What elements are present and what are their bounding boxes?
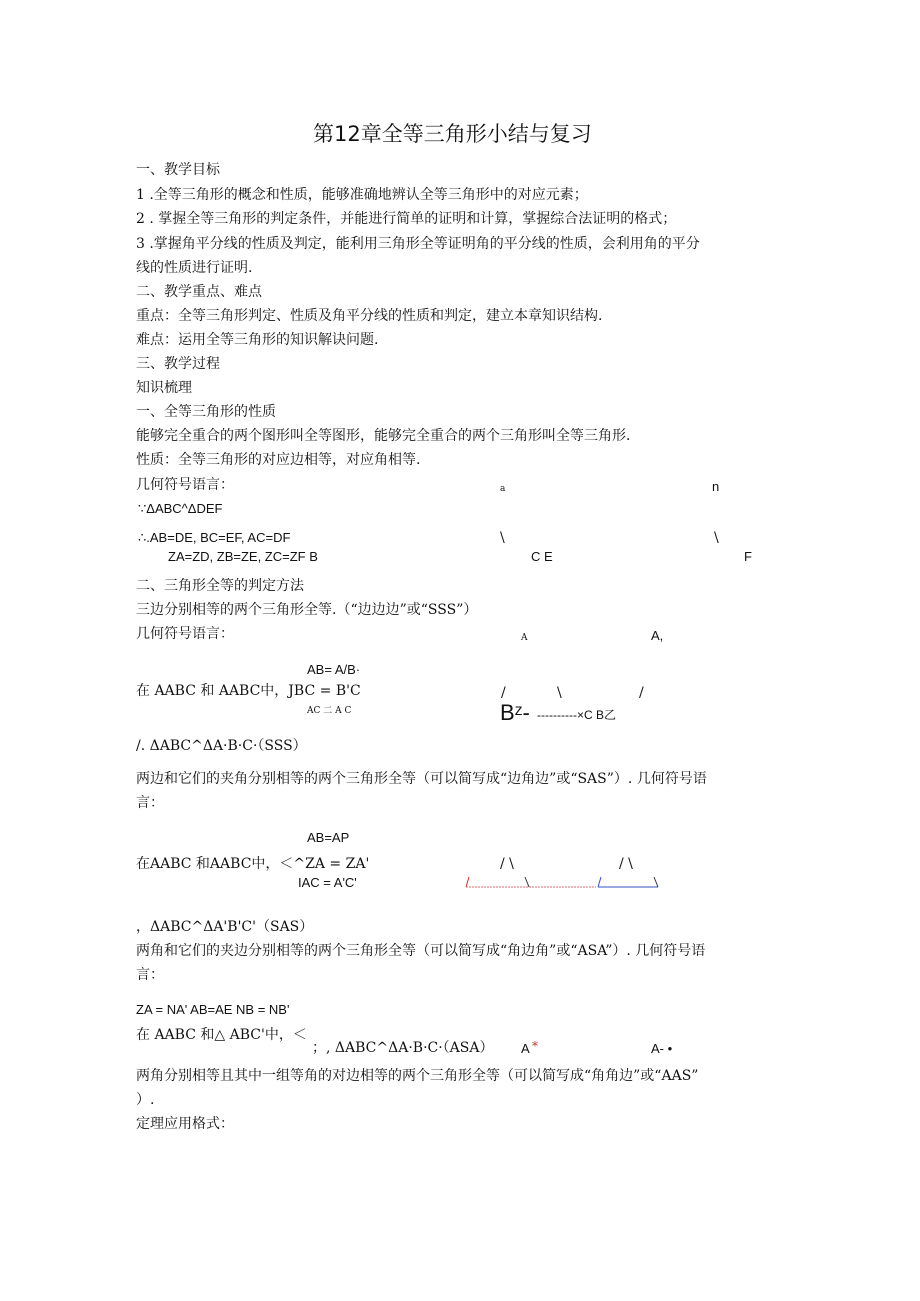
section-heading-focus: 二、教学重点、难点: [136, 284, 262, 300]
section-heading-goals: 一、教学目标: [136, 162, 220, 178]
asa-statement: 两角和它们的夹边分别相等的两个三角形全等（可以简写成“角边角”或“ASA”）. 几何符号语: [136, 943, 706, 959]
theorem-application-label: 定理应用格式：: [136, 1116, 234, 1132]
sas-fig-triangle-2: / \: [619, 856, 633, 872]
sas-fig-right-side-2: [654, 877, 658, 887]
sas-fig-right-side-1: [525, 877, 529, 887]
goal-item-3-cont: 线的性质进行证明.: [136, 260, 253, 276]
asa-conditions: ZA = NA' AB=AE NB = NB': [136, 1002, 290, 1017]
key-point: 重点：全等三角形判定、性质及角平分线的性质和判定，建立本章知识结构.: [136, 308, 603, 324]
sss-condition-ac: AC 二 A C: [307, 706, 352, 716]
asa-condition: 在 AABC 和△ ABC'中，＜: [136, 1027, 307, 1043]
sas-condition-ac: IAC = A'C': [298, 875, 357, 890]
sas-statement: 两边和它们的夹角分别相等的两个三角形全等（可以简写成“边角边”或“SAS”）. 几何符号语: [136, 771, 707, 787]
asa-statement-cont: 言：: [136, 967, 164, 983]
sss-conclusion: /. ΔABC^ΔA·B·C·（SSS）: [136, 738, 307, 754]
sss-condition: 在 AABC 和 AABC中，JBC = B'C: [136, 683, 361, 699]
property-result-angles: ZA=ZD, ZB=ZE, ZC=ZF B: [168, 549, 318, 564]
sss-fig-base: ----------×C B乙: [537, 708, 616, 722]
difficult-point: 难点：运用全等三角形的知识解诀问题.: [136, 332, 379, 348]
asa-fig-label-a: A: [521, 1041, 530, 1056]
sss-fig-side-3: /: [639, 685, 644, 701]
fig1-side-2: \: [714, 530, 719, 546]
sss-fig-label-b: Bᶻ-: [500, 700, 530, 725]
fig1-label-ce: C E: [531, 549, 553, 564]
aas-statement: 两角分别相等且其中一组等角的对边相等的两个三角形全等（可以简写成“角角边”或“AAS”: [136, 1068, 699, 1084]
sss-fig-side-2: \: [557, 685, 562, 701]
sas-condition: 在AABC 和AABC中，＜^ZA = ZA': [136, 856, 370, 872]
sas-fig-blue-side: [598, 877, 601, 887]
sss-condition-ab: AB= A/B·: [307, 662, 361, 677]
property-result-sides: ∴.AB=DE, BC=EF, AC=DF: [138, 530, 291, 545]
congruence-definition: 能够完全重合的两个图形叫全等图形，能够完全重合的两个三角形叫全等三角形.: [136, 428, 631, 444]
asa-fig-mark: *: [532, 1039, 538, 1053]
sss-statement: 三边分别相等的两个三角形全等.（“边边边”或“SSS”）: [136, 602, 478, 618]
fig1-label-n: n: [712, 479, 720, 494]
page-title: 第12章全等三角形小结与复习: [313, 122, 592, 146]
fig1-label-f: F: [744, 549, 752, 564]
property-given: ∵ΔABC^ΔDEF: [138, 501, 223, 516]
sss-fig-label-a-prime: A,: [651, 628, 664, 643]
property-heading: 一、全等三角形的性质: [136, 404, 276, 420]
sas-statement-cont: 言：: [136, 795, 164, 811]
fig1-side-1: \: [500, 530, 505, 546]
sas-fig-triangle-1: / \: [500, 856, 514, 872]
criteria-heading: 二、三角形全等的判定方法: [136, 578, 304, 594]
sss-fig-side-1: /: [501, 685, 506, 701]
section-heading-process: 三、教学过程: [136, 356, 220, 372]
geo-language-label: 几何符号语言：: [136, 477, 234, 493]
asa-conclusion: ；, ΔABC^ΔA·B·C·（ASA）: [312, 1040, 494, 1056]
sas-fig-red-side: [466, 877, 469, 887]
sss-fig-label-a: A: [521, 633, 528, 643]
goal-item-2: 2 . 掌握全等三角形的判定条件，并能进行简单的证明和计算，掌握综合法证明的格式；: [136, 211, 677, 227]
goal-item-1: 1 .全等三角形的概念和性质，能够准确地辨认全等三角形中的对应元素；: [136, 187, 588, 203]
fig1-label-a: a: [500, 484, 506, 494]
sas-conclusion: ，ΔABC^ΔA'B'C'（SAS）: [136, 919, 314, 935]
congruence-property: 性质：全等三角形的对应边相等，对应角相等.: [136, 452, 421, 468]
goal-item-3: 3 .掌握角平分线的性质及判定，能利用三角形全等证明角的平分线的性质，会利用角的平分: [136, 236, 700, 252]
subheading-review: 知识梳理: [136, 380, 192, 396]
sss-geo-language-label: 几何符号语言：: [136, 626, 234, 642]
sas-condition-ab: AB=AP: [307, 830, 350, 845]
asa-fig-label-a-prime: A- •: [651, 1041, 673, 1056]
aas-statement-cont: ）.: [136, 1092, 155, 1108]
